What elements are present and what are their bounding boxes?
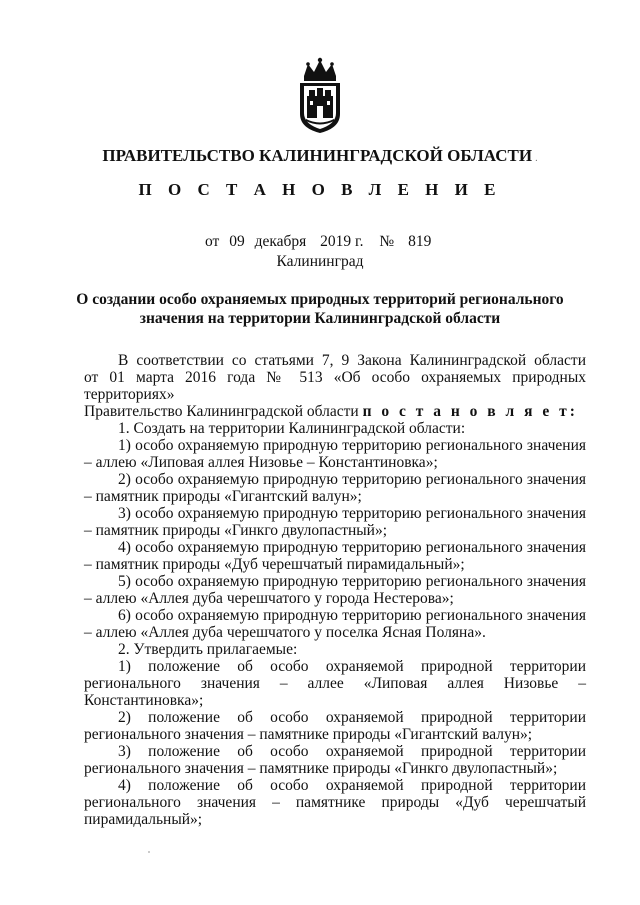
government-name: ПРАВИТЕЛЬСТВО КАЛИНИНГРАДСКОЙ ОБЛАСТИ bbox=[102, 146, 533, 165]
item-2-list-1: 1) положение об особо охраняемой природной территории регионального значения – аллее «Липовая аллея Низовье – Константиновка»; bbox=[84, 658, 586, 709]
coat-of-arms-emblem bbox=[294, 56, 346, 134]
date-year: 2019 г. bbox=[320, 233, 364, 250]
number-sign: № bbox=[379, 233, 395, 250]
date-month: декабря bbox=[254, 233, 307, 250]
decrees-word: п о с т а н о в л я е т: bbox=[362, 403, 578, 420]
item-2-list-3: 3) положение об особо охраняемой природной территории регионального значения – памятнике природы «Гинкго двулопастный»; bbox=[84, 743, 586, 777]
document-type-title: П О С Т А Н О В Л Е Н И Е bbox=[138, 180, 502, 199]
item-1-list-5: 5) особо охраняемую природную территорию регионального значения – аллею «Аллея дуба черешчатого у города Нестерова»; bbox=[84, 573, 586, 607]
item-1-list-1: 1) особо охраняемую природную территорию регионального значения – аллею «Липовая аллея Низовье – Константиновка»; bbox=[84, 437, 586, 471]
item-2-list-2: 2) положение об особо охраняемой природной территории регионального значения – памятнике природы «Гигантский валун»; bbox=[84, 709, 586, 743]
intro-line-1: В соответствии со статьями 7, 9 Закона Калининградской области bbox=[118, 352, 586, 369]
date-day: 09 bbox=[229, 233, 245, 250]
scan-speck bbox=[148, 851, 150, 853]
intro-line-3 bbox=[84, 403, 586, 420]
subject-line-1: О создании особо охраняемых природных территорий регионального bbox=[76, 291, 564, 308]
document-body bbox=[84, 352, 586, 828]
government-title bbox=[0, 146, 640, 166]
item-1-heading: 1. Создать на территории Калининградской области: bbox=[118, 420, 466, 437]
item-2-list-4: 4) положение об особо охраняемой природной территории регионального значения – памятнике природы «Дуб черешчатый пирамидальный»; bbox=[84, 777, 586, 828]
intro-line-2: от 01 марта 2016 года № 513 «Об особо охраняемых природных территориях» bbox=[84, 369, 586, 403]
city-name: Калининград bbox=[276, 253, 364, 270]
subject-line-2: значения на территории Калининградской области bbox=[139, 310, 501, 327]
intro-government: Правительство Калининградской области bbox=[84, 403, 363, 420]
date-prefix: от bbox=[205, 233, 220, 250]
item-1-list-4: 4) особо охраняемую природную территорию регионального значения – памятник природы «Дуб черешчатый пирамидальный»; bbox=[84, 539, 586, 573]
item-1-list-6: 6) особо охраняемую природную территорию регионального значения – аллею «Аллея дуба черешчатого у поселка Ясная Поляна». bbox=[84, 607, 586, 641]
document-subject bbox=[70, 290, 570, 328]
item-1-list-2: 2) особо охраняемую природную территорию регионального значения – памятник природы «Гигантский валун»; bbox=[84, 471, 586, 505]
item-2-heading: 2. Утвердить прилагаемые: bbox=[118, 641, 298, 658]
scan-dot: . bbox=[535, 153, 538, 164]
document-number: 819 bbox=[408, 233, 432, 250]
item-1-list-3: 3) особо охраняемую природную территорию регионального значения – памятник природы «Гинкго двулопастный»; bbox=[84, 505, 586, 539]
date-number-line bbox=[205, 233, 431, 251]
